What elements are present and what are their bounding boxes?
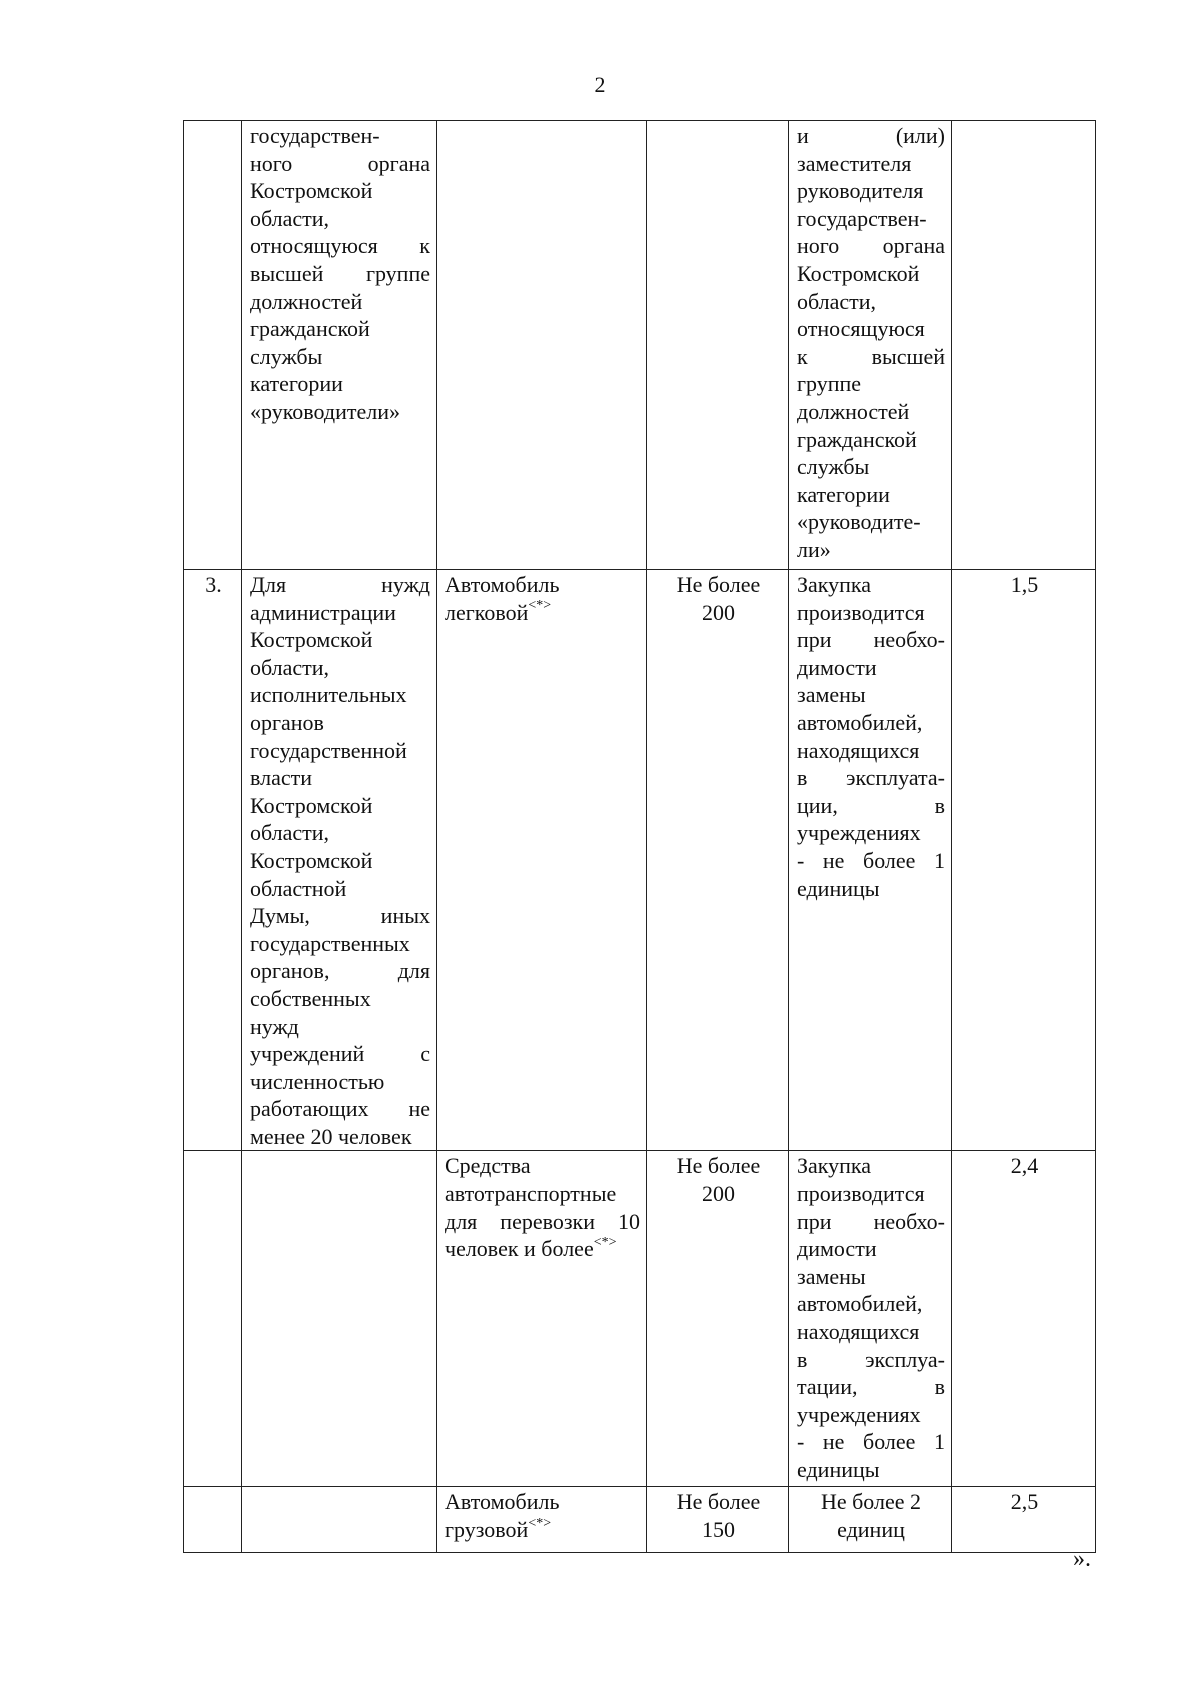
vehicle-type-cell	[437, 570, 647, 1151]
condition-text: «руководите-	[797, 509, 921, 535]
condition-line	[797, 599, 945, 627]
purchase-condition-cell	[789, 121, 952, 570]
footnote-mark: <*>	[528, 598, 552, 614]
engine-power-value: Не более 150	[676, 1489, 761, 1543]
vehicle-type-text: автотранспортные	[445, 1181, 617, 1207]
purpose-line	[250, 205, 430, 233]
norm-value-cell: 2,4	[952, 1151, 1096, 1487]
condition-line	[797, 709, 945, 737]
condition-line	[797, 1263, 945, 1291]
condition-line	[797, 1318, 945, 1346]
condition-text: Закупка	[797, 1153, 872, 1179]
condition-line	[797, 453, 945, 481]
vehicle-type-text: для перевозки 10	[445, 1208, 640, 1234]
condition-text: области,	[797, 288, 877, 314]
condition-text: и (или)	[797, 123, 945, 148]
condition-line	[797, 1346, 945, 1374]
purpose-line	[250, 654, 430, 682]
purpose-line	[250, 260, 430, 288]
purpose-cell	[242, 1487, 437, 1553]
vehicle-type-text: Автомобиль	[445, 572, 560, 597]
purpose-line	[250, 819, 430, 847]
condition-text: в эксплуата-	[797, 765, 945, 791]
purpose-line	[250, 847, 430, 875]
condition-text: ции, в	[797, 792, 945, 818]
condition-text: при необхо-	[797, 1208, 945, 1234]
condition-text: тации, в	[797, 1374, 945, 1400]
condition-line	[797, 481, 945, 509]
engine-power-value: Не более 200	[676, 572, 761, 625]
condition-line	[797, 1152, 945, 1180]
condition-line	[797, 571, 945, 599]
vehicle-type-line	[445, 1152, 640, 1180]
purpose-line	[250, 737, 430, 765]
purpose-text: государствен-	[250, 123, 380, 148]
purpose-line	[250, 709, 430, 737]
vehicle-type-line	[445, 599, 640, 627]
purpose-line	[250, 122, 430, 150]
purpose-text: власти	[250, 765, 312, 791]
condition-text: государствен-	[797, 205, 927, 231]
vehicle-type-text: легковой	[445, 599, 529, 625]
vehicle-type-cell	[437, 121, 647, 570]
purpose-line	[250, 957, 430, 985]
condition-line	[797, 654, 945, 682]
condition-line	[797, 177, 945, 205]
condition-text: должностей	[797, 398, 910, 424]
condition-line	[797, 122, 945, 150]
purpose-text: области,	[250, 205, 330, 231]
condition-text: категории	[797, 481, 890, 507]
condition-text: - не более 1	[797, 847, 945, 873]
purpose-text: собственных	[250, 985, 371, 1011]
purpose-line	[250, 1013, 430, 1041]
vehicle-type-line	[445, 1516, 640, 1544]
closing-quote: ».	[1073, 1546, 1091, 1572]
purpose-text: «руководители»	[250, 398, 400, 424]
condition-line	[797, 626, 945, 654]
condition-line	[797, 536, 945, 564]
condition-line	[797, 1401, 945, 1429]
vehicle-type-line	[445, 1235, 640, 1263]
condition-text: в эксплуа-	[797, 1346, 945, 1372]
condition-text: производится	[797, 1181, 925, 1207]
condition-line	[797, 260, 945, 288]
purpose-text: области,	[250, 654, 330, 680]
purpose-text: учреждений с	[250, 1041, 430, 1067]
purpose-line	[250, 626, 430, 654]
purpose-line	[250, 1040, 430, 1068]
vehicle-type-cell	[437, 1151, 647, 1487]
condition-text: - не более 1	[797, 1429, 945, 1455]
purchase-condition-cell	[789, 570, 952, 1151]
purpose-text: областной	[250, 875, 347, 901]
condition-line	[797, 1180, 945, 1208]
purpose-line	[250, 902, 430, 930]
purchase-condition-cell	[789, 1487, 952, 1553]
norm-value-cell	[952, 121, 1096, 570]
purpose-line	[250, 764, 430, 792]
purpose-text: Думы, иных	[250, 903, 430, 929]
purpose-text: Костромской	[250, 178, 373, 204]
condition-text: гражданской	[797, 426, 917, 452]
condition-line	[797, 1428, 945, 1456]
purpose-line	[250, 177, 430, 205]
purpose-cell	[242, 570, 437, 1151]
footnote-mark: <*>	[528, 1515, 552, 1531]
purpose-line	[250, 1095, 430, 1123]
condition-text: относящуюся	[797, 316, 925, 342]
purpose-line	[250, 288, 430, 316]
purpose-text: исполнительных	[250, 682, 407, 708]
condition-text: заместителя	[797, 150, 912, 176]
purpose-text: службы	[250, 343, 323, 369]
engine-power-cell	[647, 1151, 789, 1487]
condition-text: службы	[797, 454, 870, 480]
condition-text: автомобилей,	[797, 709, 923, 735]
purpose-cell	[242, 121, 437, 570]
condition-text: Не более 2 единиц	[820, 1489, 922, 1543]
purpose-line	[250, 792, 430, 820]
purpose-line	[250, 343, 430, 371]
purpose-text: ного органа	[250, 150, 430, 176]
condition-text: учреждениях	[797, 820, 921, 846]
condition-text: единицы	[797, 875, 880, 901]
condition-line	[797, 370, 945, 398]
purpose-text: Костромской	[250, 627, 373, 653]
purpose-text: менее 20 человек	[250, 1123, 412, 1149]
purpose-cell	[242, 1151, 437, 1487]
purpose-line	[250, 681, 430, 709]
table-row	[184, 570, 1096, 1151]
purpose-line	[250, 930, 430, 958]
purpose-text: органов	[250, 709, 324, 735]
vehicle-type-line	[445, 1180, 640, 1208]
purpose-text: высшей группе	[250, 260, 430, 286]
condition-line	[797, 737, 945, 765]
vehicle-type-line	[445, 1488, 640, 1516]
purpose-text: Для нужд	[250, 572, 430, 597]
condition-line	[797, 288, 945, 316]
condition-text: Костромской	[797, 260, 920, 286]
vehicle-type-text: Средства	[445, 1153, 531, 1179]
vehicle-type-line	[445, 1208, 640, 1236]
purpose-text: категории	[250, 371, 343, 397]
purpose-text: гражданской	[250, 316, 370, 342]
condition-text: замены	[797, 682, 866, 708]
vehicle-type-text: Автомобиль	[445, 1489, 560, 1515]
purpose-line	[250, 398, 430, 426]
purpose-line	[250, 571, 430, 599]
condition-text: димости	[797, 1236, 877, 1262]
purpose-line	[250, 985, 430, 1013]
row-number-cell	[184, 1151, 242, 1487]
engine-power-cell	[647, 121, 789, 570]
condition-line	[797, 792, 945, 820]
condition-text: замены	[797, 1263, 866, 1289]
condition-line	[797, 398, 945, 426]
table-row	[184, 1151, 1096, 1487]
condition-line	[797, 205, 945, 233]
vehicle-norms-table	[183, 120, 1096, 1553]
purpose-text: относящуюся к	[250, 233, 430, 259]
page-number: 2	[594, 72, 606, 97]
vehicle-type-cell	[437, 1487, 647, 1553]
row-number-cell	[184, 121, 242, 570]
norm-value-cell: 1,5	[952, 570, 1096, 1151]
condition-line	[797, 819, 945, 847]
condition-line	[797, 681, 945, 709]
condition-line	[797, 764, 945, 792]
engine-power-cell	[647, 1487, 789, 1553]
condition-line	[797, 1373, 945, 1401]
purpose-line	[250, 232, 430, 260]
condition-text: учреждениях	[797, 1401, 921, 1427]
condition-line	[797, 232, 945, 260]
condition-text: находящихся	[797, 737, 920, 763]
table-row	[184, 1487, 1096, 1553]
purpose-text: численностью	[250, 1068, 385, 1094]
norm-value-cell: 2,5	[952, 1487, 1096, 1553]
vehicle-type-line	[445, 571, 640, 599]
condition-line	[797, 875, 945, 903]
purpose-text: области,	[250, 820, 330, 846]
row-number-cell: 3.	[184, 570, 242, 1151]
purpose-text: Костромской	[250, 847, 373, 873]
condition-text: автомобилей,	[797, 1291, 923, 1317]
condition-text: ли»	[797, 536, 831, 562]
engine-power-value: Не более 200	[676, 1153, 761, 1207]
footnote-mark: <*>	[593, 1234, 617, 1250]
purpose-line	[250, 1068, 430, 1096]
table-row	[184, 121, 1096, 570]
condition-text: Закупка	[797, 572, 872, 597]
condition-text: к высшей	[797, 343, 945, 369]
condition-line	[797, 315, 945, 343]
purpose-text: администрации	[250, 599, 396, 625]
condition-text: димости	[797, 654, 877, 680]
condition-text: единицы	[797, 1457, 880, 1482]
condition-line	[797, 1456, 945, 1484]
purpose-line	[250, 875, 430, 903]
vehicle-type-text: грузовой	[445, 1517, 529, 1543]
condition-text: ного органа	[797, 233, 945, 259]
purpose-line	[250, 315, 430, 343]
row-number-cell	[184, 1487, 242, 1553]
purpose-text: должностей	[250, 288, 363, 314]
condition-line	[797, 1208, 945, 1236]
condition-line	[797, 847, 945, 875]
purpose-line	[250, 1123, 430, 1151]
purpose-line	[250, 150, 430, 178]
condition-text: находящихся	[797, 1319, 920, 1345]
purchase-condition-cell	[789, 1151, 952, 1487]
condition-line	[797, 1290, 945, 1318]
condition-line	[797, 1235, 945, 1263]
purpose-line	[250, 599, 430, 627]
purpose-text: работающих не	[250, 1096, 430, 1122]
engine-power-cell	[647, 570, 789, 1151]
condition-line	[797, 508, 945, 536]
condition-text: руководителя	[797, 178, 924, 204]
condition-text: при необхо-	[797, 627, 945, 653]
condition-line	[797, 343, 945, 371]
condition-text: производится	[797, 599, 925, 625]
condition-line	[797, 150, 945, 178]
purpose-text: государственных	[250, 930, 410, 956]
purpose-line	[250, 370, 430, 398]
purpose-text: нужд	[250, 1013, 299, 1039]
purpose-text: органов, для	[250, 958, 430, 984]
purpose-text: Костромской	[250, 792, 373, 818]
vehicle-type-text: человек и более	[445, 1236, 594, 1262]
condition-line	[797, 426, 945, 454]
purpose-text: государственной	[250, 737, 407, 763]
condition-text: группе	[797, 371, 862, 397]
